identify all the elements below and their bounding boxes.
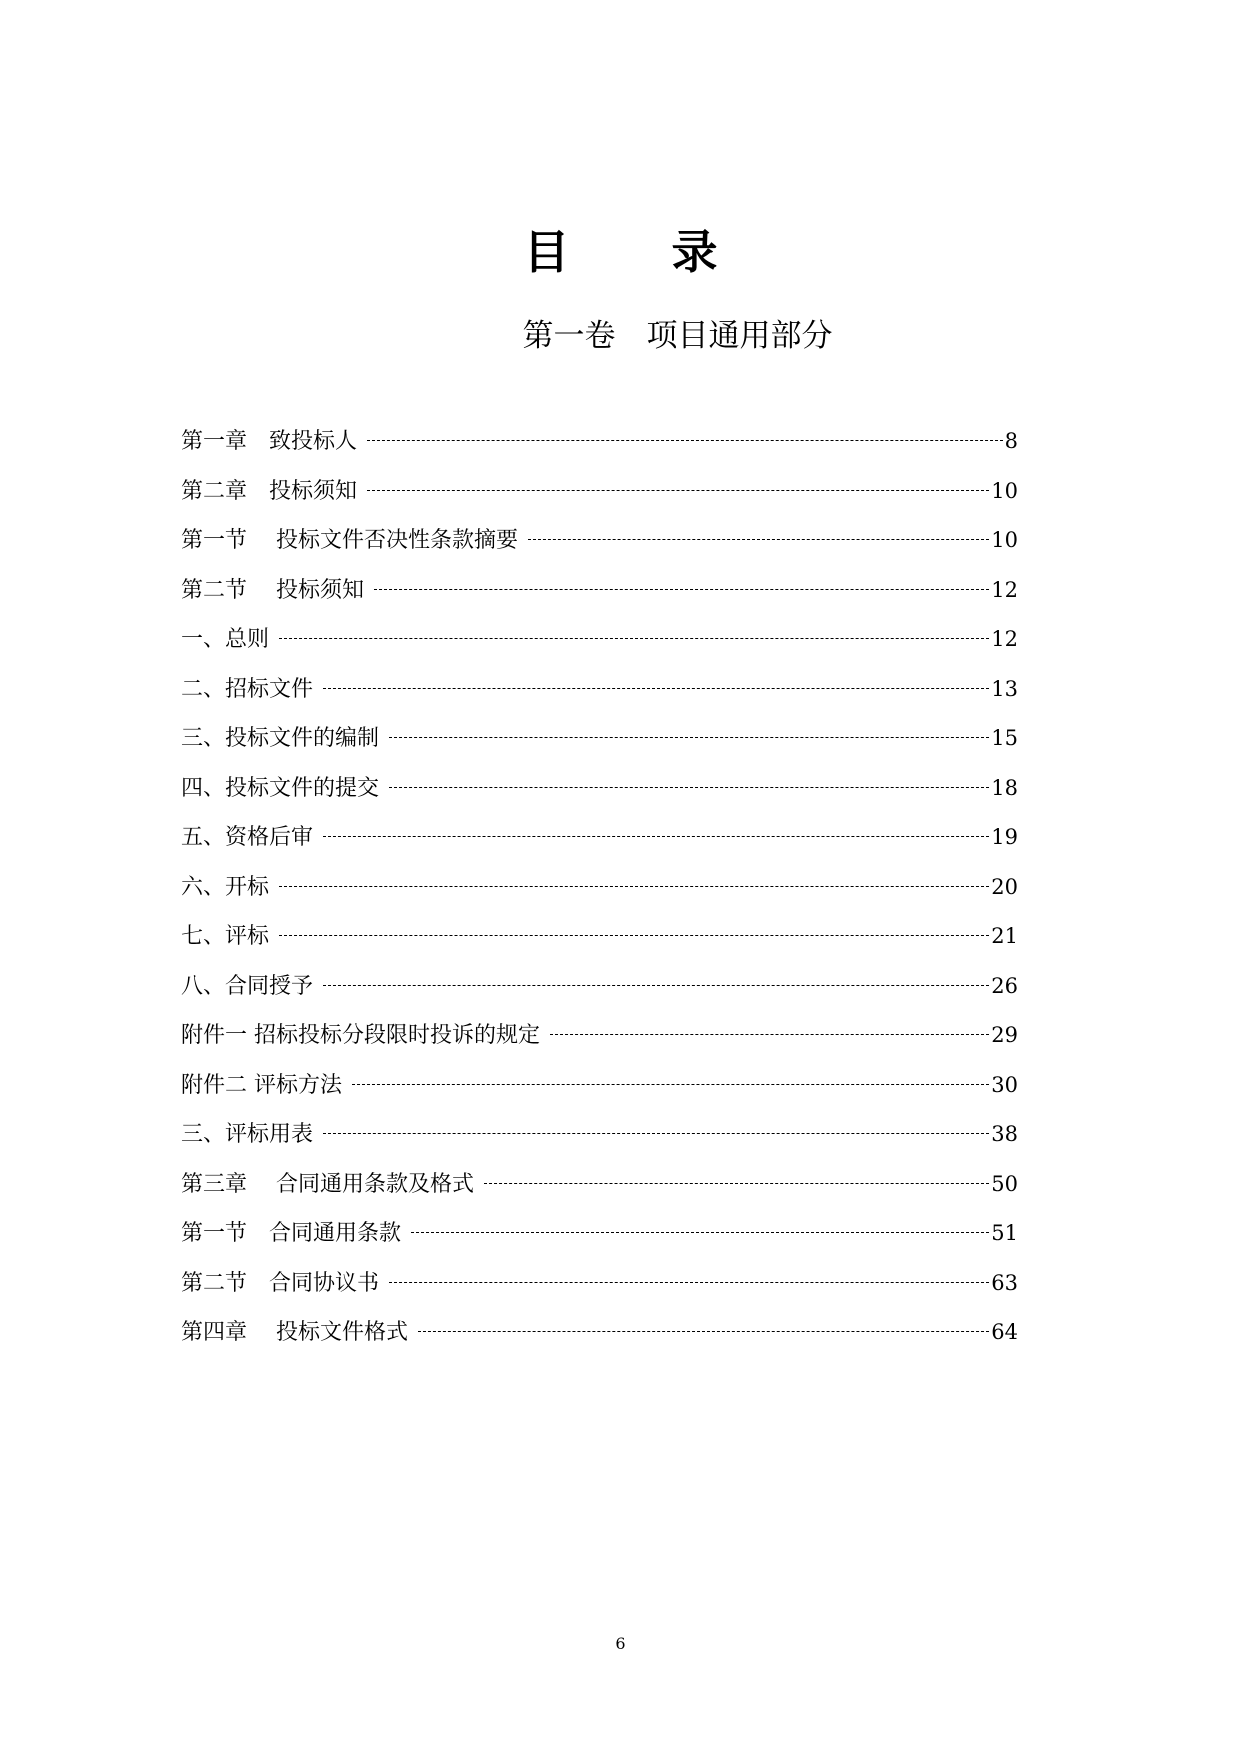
toc-dot-leader [367,440,1003,441]
toc-entry-label: 三、评标用表 [181,1122,314,1147]
toc-entry-page: 8 [1004,429,1018,453]
toc-entry-label: 附件一 招标投标分段限时投诉的规定 [181,1023,540,1048]
toc-dot-leader [389,737,989,738]
toc-entry-page: 12 [991,627,1018,651]
page-number: 6 [615,1634,626,1653]
toc-entry[interactable] [181,624,1018,674]
toc-title: 目 录 [523,225,746,279]
toc-entry-page: 38 [991,1122,1018,1146]
toc-entry-page: 29 [991,1023,1018,1047]
toc-dot-leader [528,539,989,540]
toc-entry-page: 64 [991,1320,1018,1344]
toc-entry[interactable] [181,872,1018,922]
toc-entry[interactable] [181,1169,1018,1219]
toc-entry-label: 第一节 投标文件否决性条款摘要 [181,528,518,553]
toc-entry[interactable] [181,1317,1018,1367]
table-of-contents [181,426,1018,1367]
toc-entry-label: 一、总则 [181,627,270,652]
toc-dot-leader [374,589,989,590]
toc-dot-leader [323,688,989,689]
toc-dot-leader [352,1084,989,1085]
toc-dot-leader [550,1034,989,1035]
toc-entry-label: 六、开标 [181,874,270,900]
toc-entry[interactable] [181,1020,1018,1070]
toc-entry-label: 第一节 合同通用条款 [181,1221,402,1246]
toc-entry-label: 第二节 合同协议书 [181,1270,380,1296]
toc-dot-leader [484,1183,989,1184]
toc-dot-leader [279,935,989,936]
toc-entry[interactable] [181,1218,1018,1268]
toc-entry-label: 第一章 致投标人 [181,429,358,454]
toc-dot-leader [279,638,989,639]
toc-entry-label: 第二节 投标须知 [181,577,364,603]
toc-entry-page: 10 [991,528,1018,552]
toc-entry-label: 第三章 合同通用条款及格式 [181,1171,474,1197]
toc-entry-page: 18 [991,775,1018,800]
toc-entry-label: 四、投标文件的提交 [181,775,380,801]
toc-dot-leader [389,787,989,788]
toc-entry[interactable] [181,674,1018,724]
toc-entry-page: 12 [991,577,1018,602]
toc-entry[interactable] [181,723,1018,773]
toc-entry-page: 51 [991,1221,1018,1245]
toc-entry-page: 15 [991,726,1018,750]
toc-dot-leader [389,1282,989,1283]
toc-entry[interactable] [181,476,1018,526]
toc-entry[interactable] [181,971,1018,1021]
toc-entry-label: 附件二 评标方法 [181,1072,342,1098]
toc-entry[interactable] [181,773,1018,823]
toc-entry[interactable] [181,525,1018,575]
toc-dot-leader [279,886,989,887]
toc-entry-page: 13 [991,676,1018,701]
toc-entry[interactable] [181,426,1018,476]
toc-entry-label: 三、投标文件的编制 [181,726,380,751]
toc-dot-leader [367,490,989,491]
toc-entry-label: 二、招标文件 [181,676,314,702]
toc-entry[interactable] [181,1119,1018,1169]
toc-dot-leader [323,1133,989,1134]
toc-entry[interactable] [181,1070,1018,1120]
toc-entry-label: 五、资格后审 [181,825,314,850]
toc-entry[interactable] [181,822,1018,872]
toc-entry-page: 50 [991,1171,1018,1196]
toc-entry-page: 63 [991,1270,1018,1295]
toc-entry-page: 20 [991,874,1018,899]
toc-entry-label: 八、合同授予 [181,973,314,999]
toc-dot-leader [323,836,989,837]
toc-dot-leader [411,1232,989,1233]
volume-subtitle: 第一卷 项目通用部分 [522,318,833,354]
toc-entry-page: 10 [991,478,1018,503]
toc-entry-label: 第二章 投标须知 [181,478,358,504]
toc-entry[interactable] [181,575,1018,625]
toc-entry-label: 第四章 投标文件格式 [181,1320,408,1345]
toc-entry-page: 21 [991,924,1018,948]
toc-entry-page: 19 [991,825,1018,849]
toc-entry[interactable] [181,921,1018,971]
toc-entry[interactable] [181,1268,1018,1318]
toc-entry-page: 30 [991,1072,1018,1097]
toc-entry-label: 七、评标 [181,924,270,949]
toc-entry-page: 26 [991,973,1018,998]
toc-dot-leader [418,1331,989,1332]
toc-dot-leader [323,985,989,986]
